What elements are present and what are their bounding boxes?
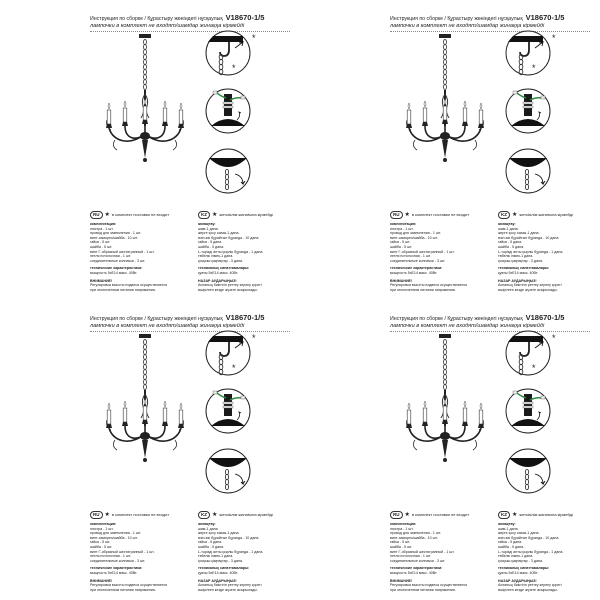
list-item: гайка - 5 шт. [90,240,111,245]
legend-ru [390,210,469,220]
header-divider [90,31,290,32]
instruction-sheet [300,0,600,300]
detail-ceiling-hook [205,30,251,76]
detail-canopy-mount [505,148,551,194]
chandelier-illustration [395,34,495,194]
list-item: Регулировка высоты подвеса осуществляется [390,583,468,588]
ru-text-column [90,222,190,295]
title-text: Инструкция по сборке / Құрастыру жөніндегі нұсқаулық [390,16,523,22]
tech-title: техникалық сипаттамалары: [198,266,250,271]
lang-badge-kz: KZ [198,511,210,519]
list-item: төбелік ілмек-1 дана. [498,254,534,259]
legend-kz [198,210,273,220]
list-item: өзін-өзі бұрайтын бұранда - 10 дана. [498,535,560,540]
legend-kz-text: жеткізілім жинағына кірмейді [219,512,273,517]
tech-title: технические характеристики: [90,266,143,271]
list-item: төбелік ілмек-1 дана. [198,254,234,259]
kz-text-column [498,222,598,295]
kit-title: комплектация: [90,522,117,526]
title-line [390,314,596,323]
list-item: L-тәрізді алты қырлы бұранда - 1 дана. [198,549,264,554]
list-item: люстра - 1 шт. [390,226,414,231]
warning-title: ВНИМАНИЕ! [390,278,413,283]
tech-title: техникалық сипаттамалары: [498,266,550,271]
detail-wire-connection [505,388,551,434]
sheet-header [390,14,596,30]
list-item: провод для заземления - 1 шт. [390,231,442,236]
list-item: провод для заземления - 1 шт. [90,231,142,236]
model-number: V18670-1/5 [525,313,565,322]
list-item: қосқыш қақпақтар - 3 дана. [498,258,543,263]
lang-badge-ru: RU [390,211,403,219]
legend-kz-text: жеткізілім жинағына кірмейді [219,212,273,217]
tech-section [498,266,598,275]
warning-title: НАЗАР АУДАРЫҢЫЗ! [498,578,537,583]
star-icon: ★ [512,512,518,518]
warning-title: ВНИМАНИЕ! [90,578,113,583]
tech-section [90,566,190,575]
kit-section [198,222,298,263]
list-item: шам-1 дана. [498,226,519,231]
warning-title: НАЗАР АУДАРЫҢЫЗ! [198,578,237,583]
legend-ru-text: в комплект поставки не входит [411,512,470,517]
star-icon: ★ [404,212,410,218]
list-item: өзін-өзі бұрайтын бұранда - 10 дана. [198,235,260,240]
list-item: мощность 5xE14 макс. 40Вт. [390,570,438,575]
tech-list [198,571,298,576]
chandelier-illustration [95,334,195,494]
tech-title: технические характеристики: [90,566,143,571]
list-item: люстра - 1 шт. [90,526,114,531]
tech-list [390,571,490,576]
list-item: винт-саморез/шайба - 10 шт. [90,235,138,240]
legend-kz-text: жеткізілім жинағына кірмейді [519,212,573,217]
star-icon: ★ [212,212,218,218]
list-item: гайка - 5 дана. [498,540,523,545]
kit-list [390,527,490,564]
detail-star-marker: * [232,63,236,73]
list-item: гайка - 5 дана. [498,240,523,245]
list-item: винт Г-образный шестигранный - 1 шт. [390,549,455,554]
list-item: петля потолочная - 1 шт. [390,554,432,559]
warning-section [198,279,298,293]
legend-kz [198,510,273,520]
list-item: провод для заземления - 1 шт. [390,531,442,536]
lang-badge-ru: RU [90,211,103,219]
list-item: шайба - 5 шт. [390,544,413,549]
list-item: өзін-өзі бұрайтын бұранда - 10 дана. [498,235,560,240]
list-item: соединительные колпачки - 3 шт. [390,258,446,263]
list-item: Регулировка высоты подвеса осуществляется [90,283,168,288]
detail-canopy-mount [505,448,551,494]
kit-title: жинақтау: [198,222,216,226]
detail-wire-connection [205,388,251,434]
list-item: винт-саморез/шайба - 10 шт. [390,535,438,540]
kit-section [198,522,298,563]
kit-list [198,527,298,564]
legend-kz [498,210,573,220]
kz-text-column [498,522,598,595]
kit-list [498,227,598,264]
kit-list [498,527,598,564]
title-line [90,314,296,323]
kit-title: комплектация: [390,522,417,526]
tech-title: техникалық сипаттамалары: [198,566,250,571]
detail-star-marker: * [532,63,536,73]
legend-kz-text: жеткізілім жинағына кірмейді [519,512,573,517]
kit-list [390,227,490,264]
legend-ru [390,510,469,520]
list-item: шайба - 5 шт. [90,244,113,249]
list-item: шайба - 5 дана. [198,544,225,549]
tech-section [390,266,490,275]
list-item: гайка - 5 дана. [198,240,223,245]
warning-list [198,583,298,592]
list-item: шайба - 5 дана. [498,544,525,549]
list-item: Регулировка высоты подвеса осуществляется [90,583,168,588]
list-item: Регулировка высоты подвеса осуществляется [390,283,468,288]
header-divider [90,331,290,332]
list-item: жерге қосу сымы-1 дана. [498,531,540,536]
lang-badge-ru: RU [390,511,403,519]
kit-title: комплектация: [90,222,117,226]
ru-text-column [390,222,490,295]
kit-section [90,522,190,563]
detail-star-marker: * [252,33,256,43]
detail-star-marker: * [532,363,536,373]
tech-section [498,566,598,575]
warning-section [390,279,490,293]
warning-title: НАЗАР АУДАРЫҢЫЗ! [498,278,537,283]
warning-list [90,583,190,592]
detail-ceiling-hook [505,30,551,76]
tech-list [198,271,298,276]
warning-list [198,283,298,292]
kit-section [90,222,190,263]
tech-section [198,266,298,275]
star-icon: ★ [212,512,218,518]
header-divider [390,331,590,332]
detail-star-marker: * [252,333,256,343]
star-icon: ★ [104,212,110,218]
list-item: винт-саморез/шайба - 10 шт. [390,235,438,240]
kit-title: жинақтау: [498,522,516,526]
chandelier-illustration [395,334,495,494]
bulbs-note: лампочки в комплект не входят/шамдар жинаққа кірмейді [90,323,245,329]
legend-ru-text: в комплект поставки не входит [411,212,470,217]
list-item: петля потолочная - 1 шт. [90,554,132,559]
instruction-sheet [0,300,300,600]
sheet-header [390,314,596,330]
list-item: шам-1 дана. [198,526,219,531]
tech-section [90,266,190,275]
detail-star-marker: * [552,333,556,343]
tech-list [90,571,190,576]
list-item: қуаты 5xE14 макс. 40Вт. [198,270,239,275]
list-item: өшірілген кезде жүзеге асырылады. [198,287,258,292]
lang-badge-kz: KZ [498,511,510,519]
list-item: при отключенном питании напряжения. [90,587,156,592]
list-item: жерге қосу сымы-1 дана. [198,531,240,536]
tech-list [90,271,190,276]
list-item: провод для заземления - 1 шт. [90,531,142,536]
list-item: петля потолочная - 1 шт. [90,254,132,259]
legend-ru-text: в комплект поставки не входит [111,212,170,217]
legend-kz [498,510,573,520]
instruction-sheet [0,0,300,300]
warning-section [198,579,298,593]
list-item: өшірілген кезде жүзеге асырылады. [498,587,558,592]
warning-section [498,279,598,293]
title-text: Инструкция по сборке / Құрастыру жөніндегі нұсқаулық [90,16,223,22]
ru-text-column [390,522,490,595]
list-item: Аспаның биіктігін реттеу кернеу қорегі [498,583,562,588]
tech-list [498,271,598,276]
list-item: қуаты 5xE14 макс. 40Вт. [198,570,239,575]
bulbs-note: лампочки в комплект не входят/шамдар жинаққа кірмейді [90,23,245,29]
list-item: қосқыш қақпақтар - 3 дана. [198,258,243,263]
warning-section [90,579,190,593]
warning-title: ВНИМАНИЕ! [90,278,113,283]
star-icon: ★ [512,212,518,218]
tech-title: технические характеристики: [390,266,443,271]
kz-text-column [198,222,298,295]
tech-title: технические характеристики: [390,566,443,571]
warning-list [498,283,598,292]
instruction-sheet [300,300,600,600]
warning-title: НАЗАР АУДАРЫҢЫЗ! [198,278,237,283]
list-item: люстра - 1 шт. [390,526,414,531]
kit-section [498,522,598,563]
list-item: қосқыш қақпақтар - 3 дана. [498,558,543,563]
list-item: шайба - 5 шт. [90,544,113,549]
list-item: қуаты 5xE14 макс. 40Вт. [498,570,539,575]
warning-list [390,583,490,592]
list-item: Аспаның биіктігін реттеу кернеу қорегі [198,583,262,588]
lang-badge-kz: KZ [198,211,210,219]
detail-canopy-mount [205,448,251,494]
detail-canopy-mount [205,148,251,194]
list-item: жерге қосу сымы-1 дана. [198,231,240,236]
list-item: соединительные колпачки - 3 шт. [90,558,146,563]
list-item: гайка - 5 дана. [198,540,223,545]
list-item: петля потолочная - 1 шт. [390,254,432,259]
star-icon: ★ [104,512,110,518]
tech-list [498,571,598,576]
kit-list [90,227,190,264]
list-item: өшірілген кезде жүзеге асырылады. [198,587,258,592]
list-item: соединительные колпачки - 3 шт. [390,558,446,563]
list-item: шам-1 дана. [198,226,219,231]
chandelier-illustration [95,34,195,194]
sheet-header [90,314,296,330]
list-item: при отключенном питании напряжения. [390,587,456,592]
kit-list [198,227,298,264]
list-item: L-тәрізді алты қырлы бұранда - 1 дана. [198,249,264,254]
detail-wire-connection [205,88,251,134]
legend-ru-text: в комплект поставки не входит [111,512,170,517]
list-item: гайка - 5 шт. [390,240,411,245]
list-item: қосқыш қақпақтар - 3 дана. [198,558,243,563]
warning-title: ВНИМАНИЕ! [390,578,413,583]
model-number: V18670-1/5 [225,313,265,322]
model-number: V18670-1/5 [225,13,265,22]
title-line [390,14,596,23]
list-item: винт Г-образный шестигранный - 1 шт. [90,249,155,254]
title-text: Инструкция по сборке / Құрастыру жөніндегі нұсқаулық [390,316,523,322]
kz-text-column [198,522,298,595]
list-item: L-тәрізді алты қырлы бұранда - 1 дана. [498,249,564,254]
warning-list [498,583,598,592]
detail-ceiling-hook [205,330,251,376]
warning-list [390,283,490,292]
list-item: винт-саморез/шайба - 10 шт. [90,535,138,540]
kit-title: комплектация: [390,222,417,226]
detail-star-marker: * [552,33,556,43]
lang-badge-kz: KZ [498,211,510,219]
list-item: гайка - 5 шт. [390,540,411,545]
list-item: шайба - 5 шт. [390,244,413,249]
title-line [90,14,296,23]
model-number: V18670-1/5 [525,13,565,22]
warning-section [90,279,190,293]
list-item: винт Г-образный шестигранный - 1 шт. [390,249,455,254]
warning-list [90,283,190,292]
kit-title: жинақтау: [498,222,516,226]
kit-section [390,522,490,563]
header-divider [390,31,590,32]
kit-section [390,222,490,263]
list-item: шам-1 дана. [498,526,519,531]
list-item: L-тәрізді алты қырлы бұранда - 1 дана. [498,549,564,554]
list-item: шайба - 5 дана. [498,244,525,249]
list-item: жерге қосу сымы-1 дана. [498,231,540,236]
list-item: при отключенном питании напряжения. [390,287,456,292]
legend-ru [90,210,169,220]
list-item: при отключенном питании напряжения. [90,287,156,292]
detail-ceiling-hook [505,330,551,376]
ru-text-column [90,522,190,595]
list-item: төбелік ілмек-1 дана. [198,554,234,559]
kit-section [498,222,598,263]
list-item: төбелік ілмек-1 дана. [498,554,534,559]
tech-list [390,271,490,276]
list-item: мощность 5xE14 макс. 40Вт. [390,270,438,275]
list-item: гайка - 5 шт. [90,540,111,545]
sheet-header [90,14,296,30]
list-item: өшірілген кезде жүзеге асырылады. [498,287,558,292]
star-icon: ★ [404,512,410,518]
detail-star-marker: * [232,363,236,373]
list-item: люстра - 1 шт. [90,226,114,231]
list-item: өзін-өзі бұрайтын бұранда - 10 дана. [198,535,260,540]
lang-badge-ru: RU [90,511,103,519]
bulbs-note: лампочки в комплект не входят/шамдар жинаққа кірмейді [390,323,545,329]
bulbs-note: лампочки в комплект не входят/шамдар жинаққа кірмейді [390,23,545,29]
warning-section [498,579,598,593]
list-item: Аспаның биіктігін реттеу кернеу қорегі [498,283,562,288]
list-item: мощность 5xE14 макс. 40Вт. [90,570,138,575]
list-item: соединительные колпачки - 3 шт. [90,258,146,263]
list-item: мощность 5xE14 макс. 40Вт. [90,270,138,275]
legend-ru [90,510,169,520]
title-text: Инструкция по сборке / Құрастыру жөніндегі нұсқаулық [90,316,223,322]
list-item: Аспаның биіктігін реттеу кернеу қорегі [198,283,262,288]
list-item: винт Г-образный шестигранный - 1 шт. [90,549,155,554]
list-item: шайба - 5 дана. [198,244,225,249]
kit-list [90,527,190,564]
detail-wire-connection [505,88,551,134]
tech-section [390,566,490,575]
tech-title: техникалық сипаттамалары: [498,566,550,571]
list-item: қуаты 5xE14 макс. 40Вт. [498,270,539,275]
warning-section [390,579,490,593]
kit-title: жинақтау: [198,522,216,526]
tech-section [198,566,298,575]
